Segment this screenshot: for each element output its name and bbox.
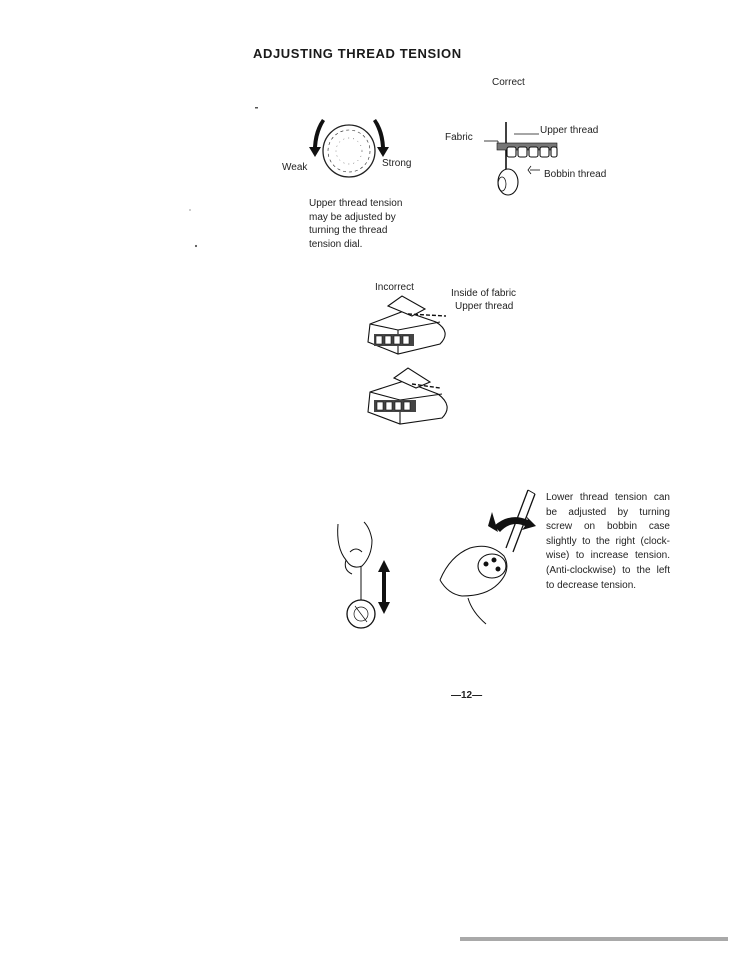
page-number: —12—: [451, 690, 483, 701]
dial-caption-line: Upper thread tension: [309, 198, 403, 209]
fabric-label: Fabric: [445, 132, 473, 143]
correct-stitch-diagram: [484, 122, 557, 195]
bobbin-screw-illustration: [440, 490, 535, 624]
tension-dial-icon: [323, 125, 375, 177]
bottom-rule: [460, 937, 728, 941]
dial-caption-line: tension dial.: [309, 238, 363, 250]
inside-of-fabric-label: Inside of fabric: [451, 288, 517, 299]
upper-thread-label: Upper thread: [540, 125, 599, 136]
up-down-arrow-icon: [378, 560, 390, 614]
page-title: ADJUSTING THREAD TENSION: [253, 46, 462, 61]
lower-tension-text: Lower thread tension can be adjusted by turning screw on bobbin case slightly to the right (clock-wise) to increase tension. (Anti-clockwise) to the left to decrease tension.: [546, 492, 670, 591]
weak-label: Weak: [282, 162, 308, 173]
dial-caption-line: turning the thread: [309, 225, 388, 236]
bobbin-thread-label: Bobbin thread: [544, 169, 607, 180]
bobbin-drop-test-illustration: [338, 522, 375, 628]
scan-specks: [189, 107, 258, 247]
incorrect-heading: Incorrect: [375, 282, 414, 293]
dial-caption-line: may be adjusted by: [309, 211, 396, 223]
rotate-arrow-icon: [488, 512, 536, 532]
strong-label: Strong: [382, 158, 412, 169]
incorrect-upper-thread-label: Upper thread: [455, 301, 514, 312]
correct-heading: Correct: [492, 77, 525, 88]
incorrect-fabric-top: [368, 296, 446, 354]
incorrect-fabric-bottom: [368, 368, 447, 424]
